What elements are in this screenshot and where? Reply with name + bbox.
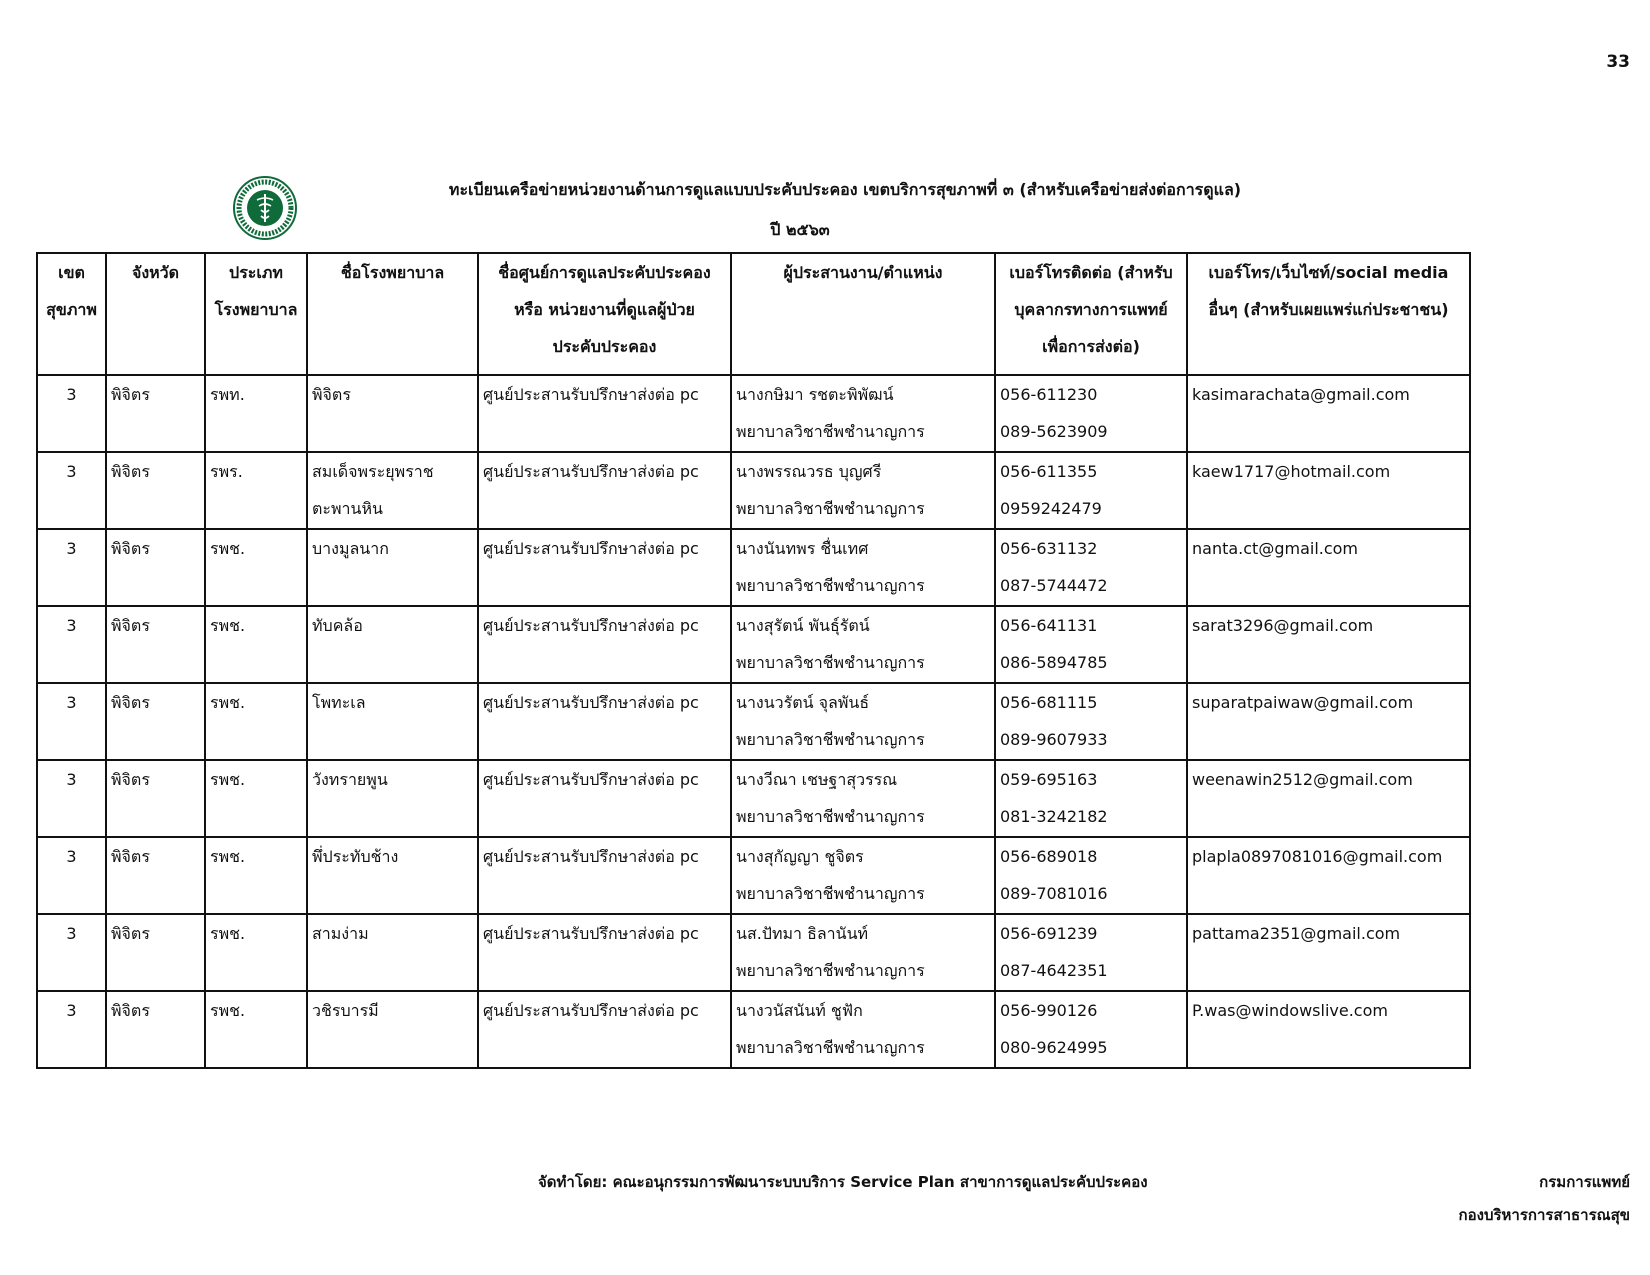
cell-coordinator-line: พยาบาลวิชาชีพชำนาญการ <box>736 807 925 826</box>
cell-phone <box>995 529 1187 606</box>
cell-province: พิจิตร <box>106 914 205 991</box>
cell-phone-line: 089-7081016 <box>1000 884 1108 903</box>
cell-coordinator-line: พยาบาลวิชาชีพชำนาญการ <box>736 499 925 518</box>
cell-coordinator-line: นางนันทพร ชื่นเทศ <box>736 539 869 558</box>
cell-coordinator <box>731 683 995 760</box>
cell-hospital-type: รพช. <box>205 529 307 606</box>
cell-phone-line: 056-689018 <box>1000 847 1098 866</box>
cell-coordinator-line: นางพรรณวรธ บุญศรี <box>736 462 882 481</box>
cell-coordinator <box>731 529 995 606</box>
cell-hospital-name-line: ทับคล้อ <box>312 616 363 635</box>
cell-public-contact: sarat3296@gmail.com <box>1187 606 1470 683</box>
column-header <box>731 253 995 375</box>
column-header-line: อื่นๆ (สำหรับเผยแพร่แก่ประชาชน) <box>1208 300 1449 319</box>
cell-coordinator-line: นางวีณา เชษฐาสุวรรณ <box>736 770 898 789</box>
cell-coordinator <box>731 837 995 914</box>
cell-care-center: ศูนย์ประสานรับปรึกษาส่งต่อ pc <box>478 452 731 529</box>
cell-phone <box>995 452 1187 529</box>
cell-coordinator-line: พยาบาลวิชาชีพชำนาญการ <box>736 422 925 441</box>
cell-province: พิจิตร <box>106 683 205 760</box>
cell-hospital-type: รพร. <box>205 452 307 529</box>
cell-care-center: ศูนย์ประสานรับปรึกษาส่งต่อ pc <box>478 375 731 452</box>
cell-phone <box>995 683 1187 760</box>
cell-care-center: ศูนย์ประสานรับปรึกษาส่งต่อ pc <box>478 606 731 683</box>
column-header-line: สุขภาพ <box>46 300 97 319</box>
cell-hospital-name-line: สามง่าม <box>312 924 369 943</box>
cell-public-contact: kaew1717@hotmail.com <box>1187 452 1470 529</box>
table-row <box>37 375 1470 452</box>
cell-zone: 3 <box>37 914 106 991</box>
cell-province: พิจิตร <box>106 452 205 529</box>
cell-phone-line: 056-641131 <box>1000 616 1098 635</box>
table-header-row <box>37 253 1470 375</box>
cell-coordinator <box>731 991 995 1068</box>
cell-coordinator-line: นส.ปัทมา ธิลานันท์ <box>736 924 869 943</box>
cell-public-contact: suparatpaiwaw@gmail.com <box>1187 683 1470 760</box>
cell-hospital-type: รพช. <box>205 991 307 1068</box>
footer-credit: จัดทำโดย: คณะอนุกรรมการพัฒนาระบบบริการ Service Plan สาขาการดูแลประคับประคอง <box>538 1173 1148 1191</box>
table-row <box>37 452 1470 529</box>
cell-hospital-name-line: วชิรบารมี <box>312 1001 379 1020</box>
cell-hospital-name-line: พิจิตร <box>312 385 351 404</box>
cell-coordinator-line: นางนวรัตน์ จุลพันธ์ <box>736 693 870 712</box>
cell-hospital-name <box>307 760 478 837</box>
cell-hospital-name <box>307 914 478 991</box>
table-row <box>37 914 1470 991</box>
cell-public-contact: kasimarachata@gmail.com <box>1187 375 1470 452</box>
table-row <box>37 529 1470 606</box>
column-header-line: ประคับประคอง <box>552 337 657 356</box>
cell-hospital-type: รพช. <box>205 606 307 683</box>
cell-province: พิจิตร <box>106 991 205 1068</box>
cell-coordinator-line: นางสุกัญญา ชูจิตร <box>736 847 864 866</box>
cell-province: พิจิตร <box>106 375 205 452</box>
column-header-line: เขต <box>58 263 85 282</box>
cell-coordinator <box>731 914 995 991</box>
cell-hospital-name <box>307 452 478 529</box>
cell-coordinator-line: นางสุรัตน์ พันธุ์รัตน์ <box>736 616 870 635</box>
cell-phone <box>995 760 1187 837</box>
cell-coordinator-line: พยาบาลวิชาชีพชำนาญการ <box>736 653 925 672</box>
cell-care-center: ศูนย์ประสานรับปรึกษาส่งต่อ pc <box>478 760 731 837</box>
cell-zone: 3 <box>37 452 106 529</box>
cell-care-center: ศูนย์ประสานรับปรึกษาส่งต่อ pc <box>478 837 731 914</box>
cell-phone-line: 080-9624995 <box>1000 1038 1108 1057</box>
cell-hospital-name <box>307 991 478 1068</box>
cell-care-center: ศูนย์ประสานรับปรึกษาส่งต่อ pc <box>478 529 731 606</box>
cell-coordinator-line: นางวนัสนันท์ ชูฟัก <box>736 1001 863 1020</box>
cell-coordinator-line: พยาบาลวิชาชีพชำนาญการ <box>736 576 925 595</box>
page-number: 33 <box>1606 52 1630 72</box>
table-row <box>37 683 1470 760</box>
column-header <box>995 253 1187 375</box>
cell-care-center: ศูนย์ประสานรับปรึกษาส่งต่อ pc <box>478 914 731 991</box>
cell-hospital-name-line: วังทรายพูน <box>312 770 388 789</box>
cell-coordinator <box>731 452 995 529</box>
cell-hospital-type: รพช. <box>205 760 307 837</box>
cell-zone: 3 <box>37 837 106 914</box>
cell-public-contact: weenawin2512@gmail.com <box>1187 760 1470 837</box>
cell-zone: 3 <box>37 375 106 452</box>
cell-phone <box>995 606 1187 683</box>
cell-public-contact: nanta.ct@gmail.com <box>1187 529 1470 606</box>
cell-coordinator-line: พยาบาลวิชาชีพชำนาญการ <box>736 1038 925 1057</box>
cell-phone-line: 056-611230 <box>1000 385 1098 404</box>
column-header-line: เพื่อการส่งต่อ) <box>1042 337 1140 356</box>
cell-phone-line: 056-631132 <box>1000 539 1098 558</box>
cell-phone <box>995 837 1187 914</box>
cell-phone-line: 056-990126 <box>1000 1001 1098 1020</box>
table-row <box>37 606 1470 683</box>
cell-hospital-name-line: บางมูลนาก <box>312 539 389 558</box>
cell-hospital-name-line: ตะพานหิน <box>312 499 383 518</box>
cell-hospital-name <box>307 606 478 683</box>
column-header <box>37 253 106 375</box>
cell-zone: 3 <box>37 991 106 1068</box>
cell-province: พิจิตร <box>106 760 205 837</box>
cell-province: พิจิตร <box>106 529 205 606</box>
cell-hospital-name-line: โพทะเล <box>312 693 366 712</box>
cell-hospital-type: รพช. <box>205 837 307 914</box>
cell-phone-line: 086-5894785 <box>1000 653 1108 672</box>
cell-care-center: ศูนย์ประสานรับปรึกษาส่งต่อ pc <box>478 683 731 760</box>
cell-phone-line: 089-9607933 <box>1000 730 1108 749</box>
cell-zone: 3 <box>37 760 106 837</box>
cell-public-contact: pattama2351@gmail.com <box>1187 914 1470 991</box>
cell-hospital-name <box>307 529 478 606</box>
cell-public-contact: P.was@windowslive.com <box>1187 991 1470 1068</box>
cell-hospital-name-line: พึ่ประทับช้าง <box>312 847 399 866</box>
cell-hospital-type: รพท. <box>205 375 307 452</box>
column-header <box>307 253 478 375</box>
cell-phone <box>995 375 1187 452</box>
cell-hospital-name <box>307 375 478 452</box>
column-header-line: โรงพยาบาล <box>214 300 298 319</box>
table-row <box>37 760 1470 837</box>
cell-province: พิจิตร <box>106 606 205 683</box>
network-registry-table <box>36 252 1471 1069</box>
document-year: ปี ๒๕๖๓ <box>770 220 830 239</box>
table-row <box>37 837 1470 914</box>
document-title: ทะเบียนเครือข่ายหน่วยงานด้านการดูแลแบบประคับประคอง เขตบริการสุขภาพที่ ๓ (สำหรับเครือข่ายส่งต่อการดูแล) <box>448 180 1242 199</box>
column-header-line: ประเภท <box>229 263 283 282</box>
cell-hospital-type: รพช. <box>205 683 307 760</box>
cell-hospital-type: รพช. <box>205 914 307 991</box>
cell-coordinator <box>731 760 995 837</box>
column-header-line: เบอร์โทรติดต่อ (สำหรับ <box>1009 263 1173 282</box>
cell-coordinator <box>731 375 995 452</box>
cell-phone-line: 059-695163 <box>1000 770 1098 789</box>
cell-province: พิจิตร <box>106 837 205 914</box>
column-header-line: หรือ หน่วยงานที่ดูแลผู้ป่วย <box>514 300 695 319</box>
table-row <box>37 991 1470 1068</box>
column-header-line: เบอร์โทร/เว็บไซท์/social media <box>1208 263 1449 282</box>
cell-phone-line: 081-3242182 <box>1000 807 1108 826</box>
cell-hospital-name <box>307 683 478 760</box>
column-header-line: ชื่อโรงพยาบาล <box>340 263 445 282</box>
cell-coordinator-line: นางกษิมา รชตะพิพัฒน์ <box>736 385 894 404</box>
column-header <box>106 253 205 375</box>
cell-phone-line: 056-681115 <box>1000 693 1098 712</box>
cell-coordinator <box>731 606 995 683</box>
footer-department: กรมการแพทย์ <box>1539 1173 1630 1191</box>
cell-coordinator-line: พยาบาลวิชาชีพชำนาญการ <box>736 884 925 903</box>
cell-phone-line: 056-691239 <box>1000 924 1098 943</box>
cell-zone: 3 <box>37 606 106 683</box>
cell-phone <box>995 991 1187 1068</box>
cell-public-contact: plapla0897081016@gmail.com <box>1187 837 1470 914</box>
cell-phone-line: 087-4642351 <box>1000 961 1108 980</box>
cell-phone-line: 087-5744472 <box>1000 576 1108 595</box>
cell-phone-line: 0959242479 <box>1000 499 1102 518</box>
cell-phone <box>995 914 1187 991</box>
column-header-line: จังหวัด <box>131 263 180 282</box>
cell-coordinator-line: พยาบาลวิชาชีพชำนาญการ <box>736 730 925 749</box>
cell-coordinator-line: พยาบาลวิชาชีพชำนาญการ <box>736 961 925 980</box>
footer-division: กองบริหารการสาธารณสุข <box>1458 1206 1630 1224</box>
column-header-line: ชื่อศูนย์การดูแลประคับประคอง <box>498 263 711 282</box>
column-header <box>478 253 731 375</box>
column-header <box>1187 253 1470 375</box>
cell-zone: 3 <box>37 683 106 760</box>
column-header-line: บุคลากรทางการแพทย์ <box>1014 300 1168 319</box>
cell-phone-line: 089-5623909 <box>1000 422 1108 441</box>
cell-zone: 3 <box>37 529 106 606</box>
cell-care-center: ศูนย์ประสานรับปรึกษาส่งต่อ pc <box>478 991 731 1068</box>
cell-phone-line: 056-611355 <box>1000 462 1098 481</box>
column-header-line: ผู้ประสานงาน/ตำแหน่ง <box>783 263 943 282</box>
column-header <box>205 253 307 375</box>
cell-hospital-name-line: สมเด็จพระยุพราช <box>312 462 434 481</box>
cell-hospital-name <box>307 837 478 914</box>
